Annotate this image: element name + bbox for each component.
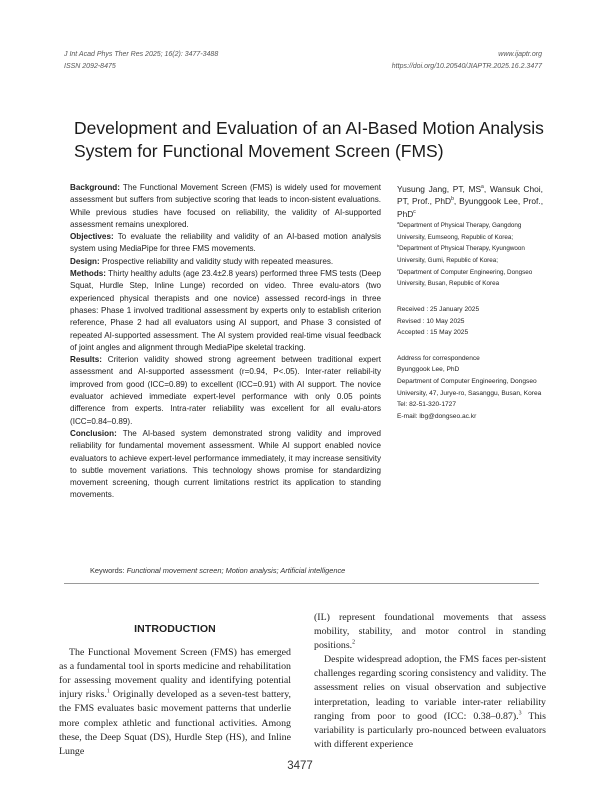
paper-title: Development and Evaluation of an AI-Based Motion Analysis System for Functional Movement Screen (FMS) <box>74 118 544 161</box>
journal-links <box>392 49 542 73</box>
objectives-label: Objectives: <box>70 232 114 242</box>
affiliation-1 <box>397 220 543 243</box>
author-3: Byunggook Lee, Prof., PhD <box>397 196 544 219</box>
affiliation-3-text: Department of Computer Engineering, Dongseo University, Busan, Republic of Korea <box>397 268 533 288</box>
correspondence-address: Department of Computer Engineering, Dongseo University, 47, Jurye-ro, Sasanggu, Busan, Korea <box>397 378 542 397</box>
affiliation-2 <box>397 243 543 266</box>
correspondence-tel: Tel: 82-51-320-1727 <box>397 401 457 409</box>
author-sidebar <box>397 183 543 422</box>
affiliation-1-text: Department of Physical Therapy, Gangdong University, Eumseong, Republic of Korea; <box>397 221 522 241</box>
conclusion-label: Conclusion: <box>70 428 117 438</box>
abstract-methods <box>70 268 381 354</box>
intro-p1-text-b: Originally developed as a seven-test battery, the FMS evaluates basic movement patterns that underlie more complex athletic and functional activities. Among these, the Deep Squat (DS), Hurdle Step (HS), and Inline Lunge <box>59 689 291 757</box>
citation-1: 1 <box>106 689 110 696</box>
author-2: Wansuk Choi, PT, Prof., PhD <box>397 184 543 207</box>
intro-p2-text-b: This variability is particularly pro-nounced between evaluators with different experience <box>314 710 546 750</box>
keywords-divider <box>64 583 539 584</box>
intro-p1-text-a: The Functional Movement Screen (FMS) has emerged as a fundamental tool in sports medicine and rehabilitation for assessing movement quality and identifying potential injury risks. <box>59 647 291 701</box>
correspondence <box>397 353 543 423</box>
keywords <box>90 566 345 575</box>
journal-meta <box>64 49 218 73</box>
doi-link[interactable]: https://doi.org/10.20540/JIAPTR.2025.16.2.3477 <box>391 63 542 70</box>
methods-label: Methods: <box>70 269 106 279</box>
affiliations <box>397 220 543 290</box>
introduction-heading: INTRODUCTION <box>134 623 216 635</box>
intro-paragraph-2 <box>314 653 546 752</box>
abstract-conclusion <box>70 428 381 502</box>
intro-p1-cont-text: (IL) represent foundational movements that assess mobility, stability, and motor control in standing positions. <box>314 612 546 652</box>
correspondence-heading: Address for correspondence <box>397 354 480 362</box>
author-2-sup: b <box>451 196 454 203</box>
citation-2: 2 <box>352 639 356 646</box>
abstract-design <box>70 256 381 268</box>
issn: ISSN 2092-8475 <box>64 63 116 70</box>
objectives-text: To evaluate the reliability and validity of an AI-based motion analysis system using MediaPipe for three FMS movements. <box>70 232 381 254</box>
intro-paragraph-1-cont <box>314 611 546 653</box>
body-column-left <box>59 612 291 759</box>
abstract-objectives <box>70 231 381 256</box>
affiliation-2-sup: b <box>397 244 400 249</box>
author-list: Yusung Jang, PT, $MS^a$, Wansuk Choi, PT, Prof., PhD$^b$, Byunggook Lee, Prof., PhD$^c$ <box>397 184 544 219</box>
abstract-background <box>70 182 381 231</box>
design-text: Prospective reliability and validity study with repeated measures. <box>101 256 334 266</box>
correspondence-name: Byunggook Lee, PhD <box>397 366 460 374</box>
results-label: Results: <box>70 355 102 365</box>
author-3-sup: c <box>413 208 416 215</box>
affiliation-3 <box>397 267 543 290</box>
background-text: The Functional Movement Screen (FMS) is widely used for movement assessment but suffers from subjective scoring that leads to incon-sistent evaluations. While previous studies have focused on reliability, the validity of AI-supported assessment remains unexplored. <box>70 183 381 229</box>
journal-site-link[interactable]: www.ijaptr.org <box>498 51 542 58</box>
body-column-right <box>314 611 546 752</box>
author-1-sup: a <box>481 184 484 191</box>
intro-paragraph-1 <box>59 646 291 759</box>
affiliation-3-sup: c <box>397 267 399 272</box>
abstract <box>70 182 381 557</box>
affiliation-1-sup: a <box>397 220 400 225</box>
article-dates <box>397 304 543 339</box>
keywords-text: Functional movement screen; Motion analysis; Artificial intelligence <box>126 566 346 575</box>
date-accepted: Accepted : 15 May 2025 <box>397 329 469 337</box>
keywords-label: Keywords: <box>90 566 125 575</box>
affiliation-2-text: Department of Physical Therapy, Kyungwoon University, Gumi, Republic of Korea; <box>397 245 525 264</box>
author-1: Yusung Jang, PT, MS <box>397 184 482 194</box>
results-text: Criterion validity showed strong agreement between traditional expert assessment and AI-supported assessment (r=0.94, P<.05). Inter-rater reliabil-ity improved from good (ICC=0.89) to excellent (ICC=0.91) with AI support. The novice evaluator achieved immediate expert-level performance with only 0.05 points difference from experts. Intra-rater reliability was excellent for all evalu-ators (ICC=0.84–0.89). <box>70 355 382 426</box>
conclusion-text: The AI-based system demonstrated strong validity and improved reliability for fundamental movement assessment. While AI support enabled novice evaluators to achieve expert-level performance immediately, it may increase sensitivity to subtle movement variations. This technology shows promise for standardizing movement screening, though current limitations restrict its application to standing movements. <box>70 428 381 500</box>
abstract-results <box>70 354 381 428</box>
correspondence-email[interactable]: E-mail: lbg@dongseo.ac.kr <box>397 412 477 420</box>
design-label: Design: <box>70 256 100 266</box>
journal-citation: J Int Acad Phys Ther Res 2025; 16(2): 3477-3488 <box>64 51 219 58</box>
date-revised: Revised : 10 May 2025 <box>397 317 465 325</box>
methods-text: Thirty healthy adults (age 23.4±2.8 years) performed three FMS tests (Deep Squat, Hurdle Step, Inline Lunge) recorded on video. Three evalu-ators (two experienced physical therapists and one novice) assessed record-ings in three phases: Phase 1 involved traditional assessment by experts only to establish criterion reference, Phase 2 had all evaluators using AI support, and Phase 3 consisted of repeated AI-supported assessment. The AI system provided real-time visual feedback of joint angles and alignment through MediaPipe skeletal tracking. <box>70 269 382 352</box>
date-received: Received : 25 January 2025 <box>397 306 480 314</box>
citation-3: 3 <box>518 710 522 717</box>
background-label: Background: <box>70 183 120 192</box>
page-number: 3477 <box>287 760 313 772</box>
intro-p2-text-a: Despite widespread adoption, the FMS faces per-sistent challenges regarding scoring consistency and validity. The assessment relies on visual observation and subjective interpretation, leading to variable inter-rater reliability ranging from poor to good (ICC: 0.38–0.87). <box>314 654 546 722</box>
